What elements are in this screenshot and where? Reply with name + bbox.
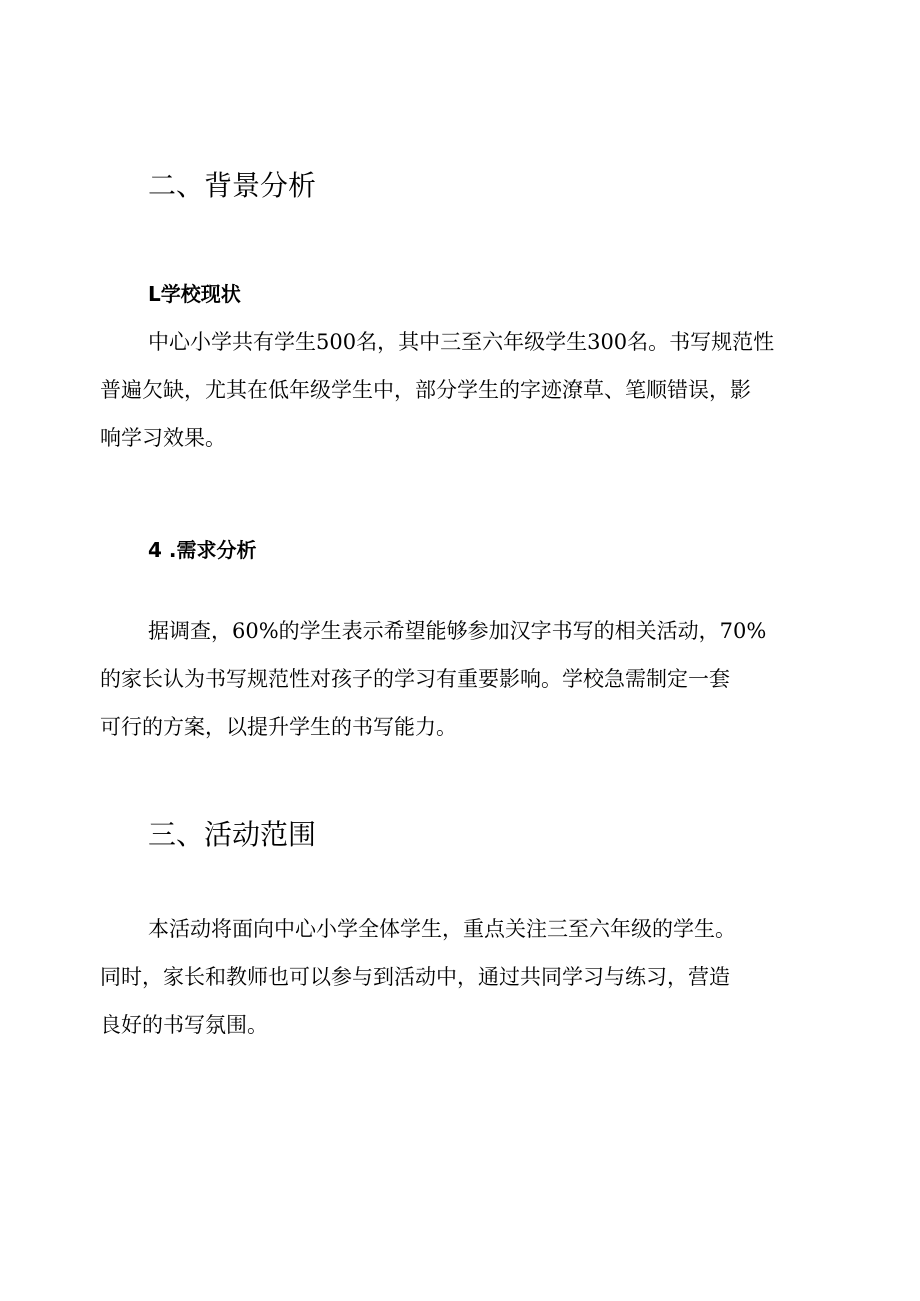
paragraph-line: 良好的书写氛围。 bbox=[100, 1013, 268, 1037]
paragraph-activity-scope bbox=[100, 905, 736, 1049]
paragraph-line: 的家长认为书写规范性对孩子的学习有重要影响。学校急需制定一套 bbox=[100, 667, 730, 691]
paragraph-line: 中心小学共有学生500名，其中三至六年级学生300名。书写规范性 bbox=[148, 330, 775, 354]
subheading-school-status: L学校现状 bbox=[148, 282, 241, 306]
paragraph-line: 可行的方案，以提升学生的书写能力。 bbox=[100, 715, 457, 739]
section-heading-background: 二、背景分析 bbox=[148, 169, 317, 202]
paragraph-school-status bbox=[100, 318, 774, 462]
paragraph-line: 普遍欠缺，尤其在低年级学生中，部分学生的字迹潦草、笔顺错误，影 bbox=[100, 378, 751, 402]
paragraph-line: 据调查，60%的学生表示希望能够参加汉字书写的相关活动，70% bbox=[148, 619, 767, 643]
paragraph-needs-analysis bbox=[100, 607, 766, 751]
paragraph-line: 响学习效果。 bbox=[100, 426, 226, 450]
paragraph-line: 同时，家长和教师也可以参与到活动中，通过共同学习与练习，营造 bbox=[100, 965, 730, 989]
subheading-needs-analysis: 4 .需求分析 bbox=[148, 538, 257, 562]
paragraph-line: 本活动将面向中心小学全体学生，重点关注三至六年级的学生。 bbox=[148, 917, 736, 941]
section-heading-activity-scope: 三、活动范围 bbox=[148, 818, 317, 851]
